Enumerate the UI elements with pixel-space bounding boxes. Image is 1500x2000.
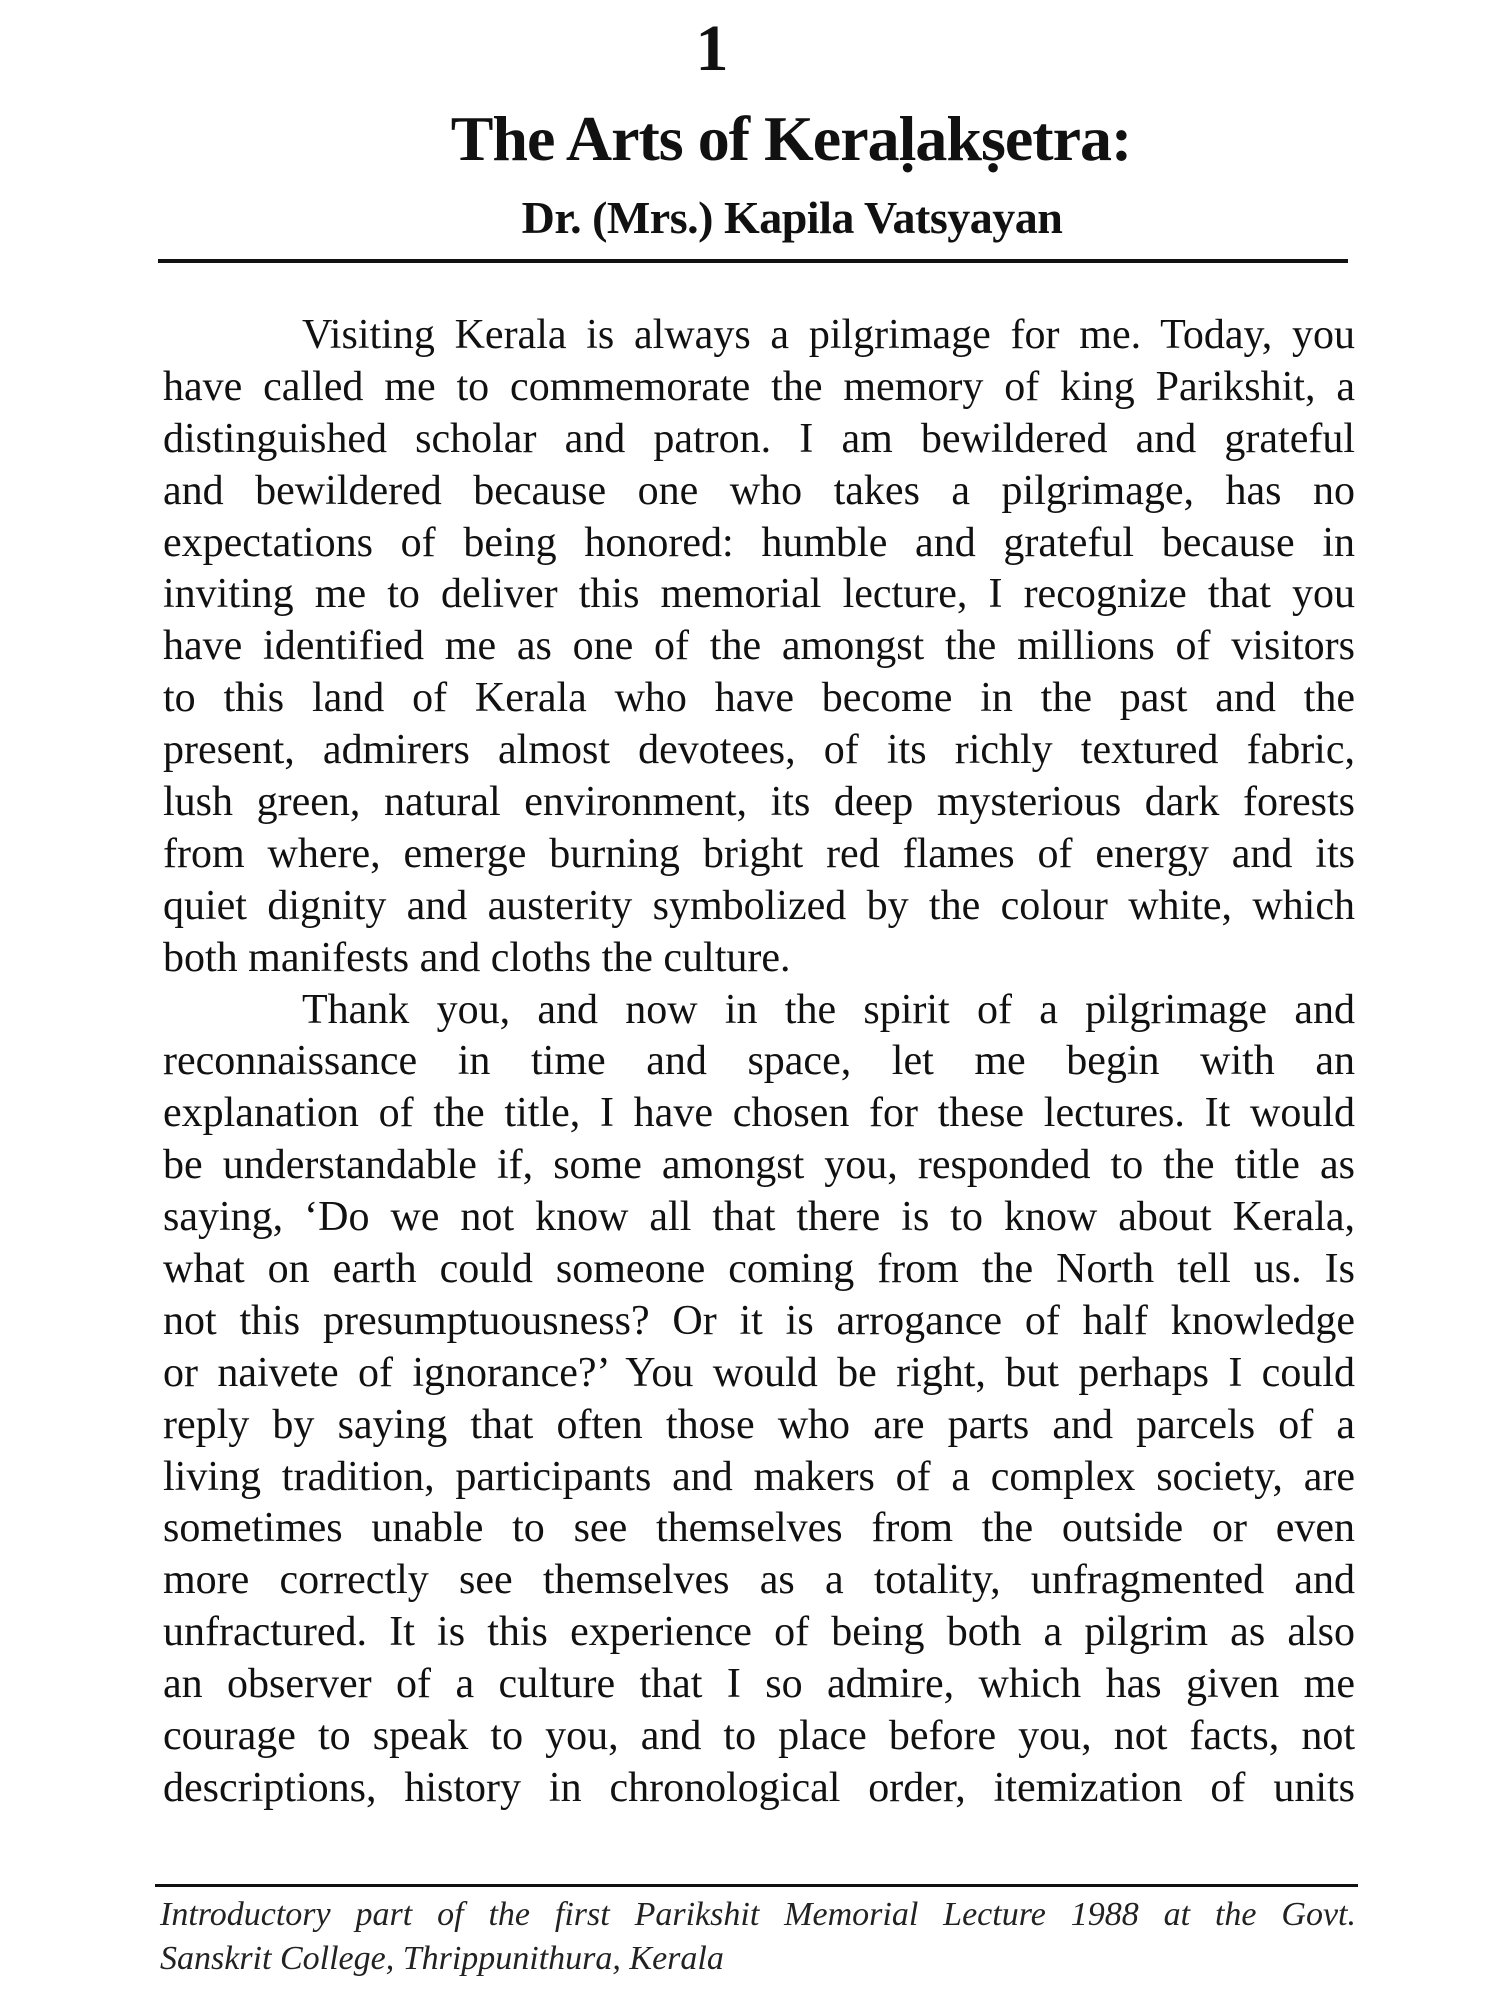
text-line: and bewildered because one who takes a pilgrimage, has no: [163, 467, 1355, 514]
text-line: not this presumptuousness? Or it is arrogance of half knowledge: [163, 1297, 1355, 1344]
text-line: from where, emerge burning bright red flames of energy and its: [163, 830, 1355, 877]
header-divider: [158, 259, 1348, 263]
text-line: have identified me as one of the amongst the millions of visitors: [163, 623, 1355, 670]
text-line: explanation of the title, I have chosen for these lectures. It would: [163, 1090, 1355, 1137]
text-line: reconnaissance in time and space, let me begin with an: [163, 1038, 1355, 1085]
text-line: living tradition, participants and makers of a complex society, are: [163, 1453, 1355, 1500]
footnote-divider: [155, 1884, 1358, 1887]
text-line: inviting me to deliver this memorial lecture, I recognize that you: [163, 571, 1355, 618]
paragraph-1: [163, 310, 1355, 985]
text-line: present, admirers almost devotees, of its richly textured fabric,: [163, 727, 1355, 774]
footnote-line: Sanskrit College, Thrippunithura, Kerala: [160, 1940, 724, 1977]
text-line: unfractured. It is this experience of being both a pilgrim as also: [163, 1609, 1355, 1656]
text-line: to this land of Kerala who have become in the past and the: [163, 675, 1355, 722]
text-line: an observer of a culture that I so admire, which has given me: [163, 1661, 1355, 1708]
text-line: Thank you, and now in the spirit of a pilgrimage and: [302, 986, 1355, 1033]
text-line: sometimes unable to see themselves from the outside or even: [163, 1505, 1355, 1552]
chapter-author: Dr. (Mrs.) Kapila Vatsyayan: [521, 192, 1063, 243]
body-text: [163, 310, 1355, 1815]
text-line: more correctly see themselves as a totality, unfragmented and: [163, 1557, 1355, 1604]
text-line: Visiting Kerala is always a pilgrimage for me. Today, you: [302, 312, 1355, 358]
chapter-number: 1: [695, 12, 729, 85]
text-line: reply by saying that often those who are parts and parcels of a: [163, 1401, 1355, 1448]
footnote-line: Introductory part of the first Parikshit Memorial Lecture 1988 at the Govt.: [160, 1896, 1356, 1933]
text-line: saying, ‘Do we not know all that there is to know about Kerala,: [163, 1194, 1355, 1241]
text-line: or naivete of ignorance?’ You would be right, but perhaps I could: [163, 1349, 1355, 1396]
footnote: [160, 1893, 1356, 1981]
text-line: have called me to commemorate the memory of king Parikshit, a: [163, 363, 1355, 410]
text-line: distinguished scholar and patron. I am bewildered and grateful: [163, 415, 1355, 462]
text-line: descriptions, history in chronological order, itemization of units: [163, 1764, 1355, 1811]
text-line: what on earth could someone coming from the North tell us. Is: [163, 1246, 1355, 1293]
chapter-title: The Arts of Keraḷakṣetra:: [450, 103, 1132, 174]
text-line: courage to speak to you, and to place before you, not facts, not: [163, 1713, 1355, 1760]
text-line: quiet dignity and austerity symbolized by the colour white, which: [163, 882, 1355, 929]
paragraph-2: [163, 985, 1355, 1815]
text-line: both manifests and cloths the culture.: [163, 934, 791, 981]
text-line: expectations of being honored: humble and grateful because in: [163, 519, 1355, 566]
text-line: be understandable if, some amongst you, responded to the title as: [163, 1142, 1355, 1189]
text-line: lush green, natural environment, its deep mysterious dark forests: [163, 779, 1355, 826]
